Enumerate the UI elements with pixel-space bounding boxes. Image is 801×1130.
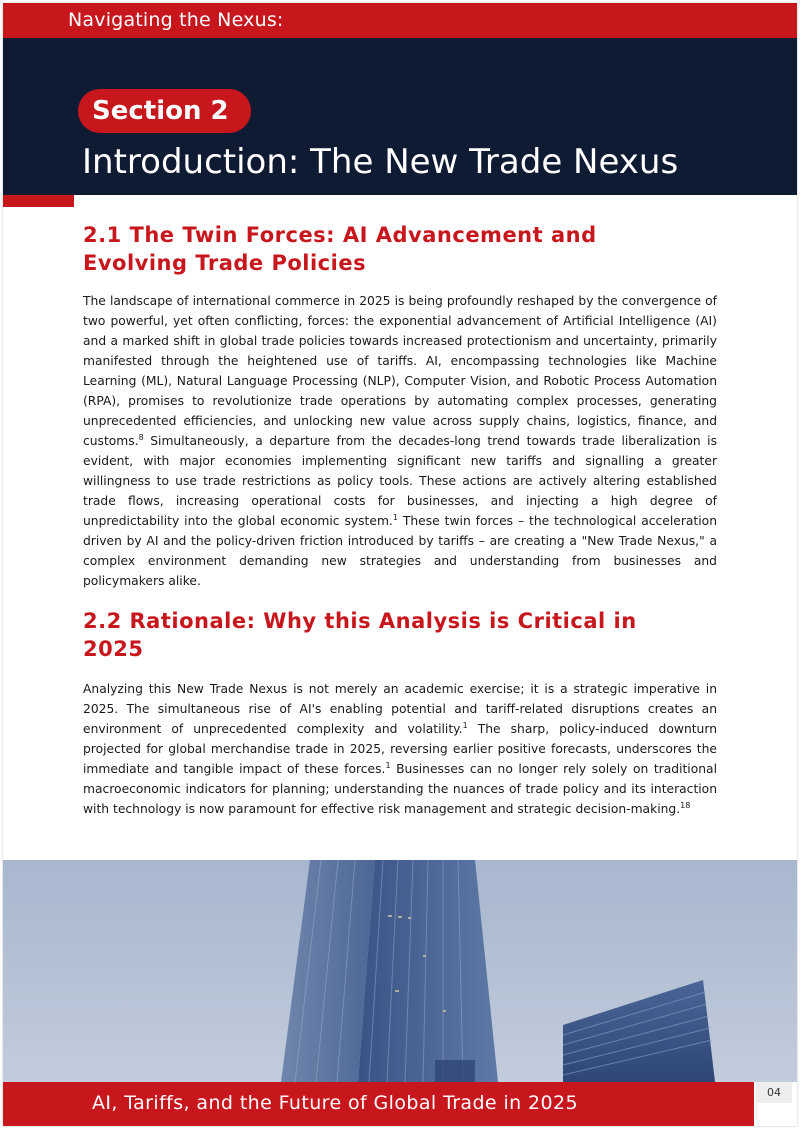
footer-title: AI, Tariffs, and the Future of Global Trade in 2025 — [92, 1092, 578, 1114]
main-content — [83, 221, 717, 819]
subsection-heading-2-2: 2.2 Rationale: Why this Analysis is Critical in 2025 — [83, 609, 637, 661]
citation-ref: 1 — [392, 512, 398, 522]
page-number: 04 — [756, 1082, 792, 1103]
skyscraper-photo — [3, 860, 797, 1082]
citation-ref: 8 — [138, 432, 144, 442]
document-page — [3, 3, 797, 1126]
section-banner — [3, 38, 797, 195]
section-title: Introduction: The New Trade Nexus — [82, 142, 679, 182]
citation-ref: 18 — [680, 800, 691, 810]
section-label-badge: Section 2 — [78, 89, 251, 133]
citation-ref: 1 — [462, 720, 468, 730]
subsection-paragraph-2-1: The landscape of international commerce in 2025 is being profoundly reshaped by the convergence of two powerful, yet often conflicting, forces: the exponential advancement of Artificial Intelligence (AI) and a marked shift in global trade policies towards increased protectionism and uncertainty, primarily manifested through the heightened use of tariffs. AI, encompassing technologies like Machine Learning (ML), Natural Language Processing (NLP), Computer Vision, and Robotic Process Automation (RPA), promises to revolutionize trade operations by automating complex processes, generating unprecedented efficiencies, and unlocking new value across supply chains, logistics, finance, and customs.$^8$ Simultaneously, a departure from the decades-long trend towards trade liberalization is evident, with major economies implementing significant new tariffs and signalling a greater willingness to use trade restrictions as policy tools. These actions are actively altering established trade flows, increasing operational costs for businesses, and injecting a high degree of unpredictability into the global economic system.$^1$ These twin forces – the technological acceleration driven by AI and the policy-driven friction introduced by tariffs – are creating a "New Trade Nexus," a complex environment demanding new strategies and understanding from businesses and policymakers alike. — [83, 294, 717, 588]
footer-bar — [3, 1082, 754, 1126]
subsection-paragraph-2-2: Analyzing this New Trade Nexus is not merely an academic exercise; it is a strategic imperative in 2025. The simultaneous rise of AI's enabling potential and tariff-related disruptions creates an environment of unprecedented complexity and volatility.$^1$ The sharp, policy-induced downturn projected for global merchandise trade in 2025, reversing earlier positive forecasts, underscores the immediate and tangible impact of these forces.$^1$ Businesses can no longer rely solely on traditional macroeconomic indicators for planning; understanding the nuances of trade policy and its interaction with technology is now paramount for effective risk management and strategic decision-making.$^{18}$ — [83, 682, 717, 816]
subsection-heading-2-1: 2.1 The Twin Forces: AI Advancement and Evolving Trade Policies — [83, 223, 597, 275]
running-head: Navigating the Nexus: — [68, 9, 284, 31]
building-right — [563, 980, 715, 1082]
running-head-bar — [3, 3, 797, 38]
tower-right-face — [358, 860, 498, 1082]
citation-ref: 1 — [385, 760, 391, 770]
skyscraper-illustration — [3, 860, 797, 1082]
accent-tab — [3, 195, 74, 207]
